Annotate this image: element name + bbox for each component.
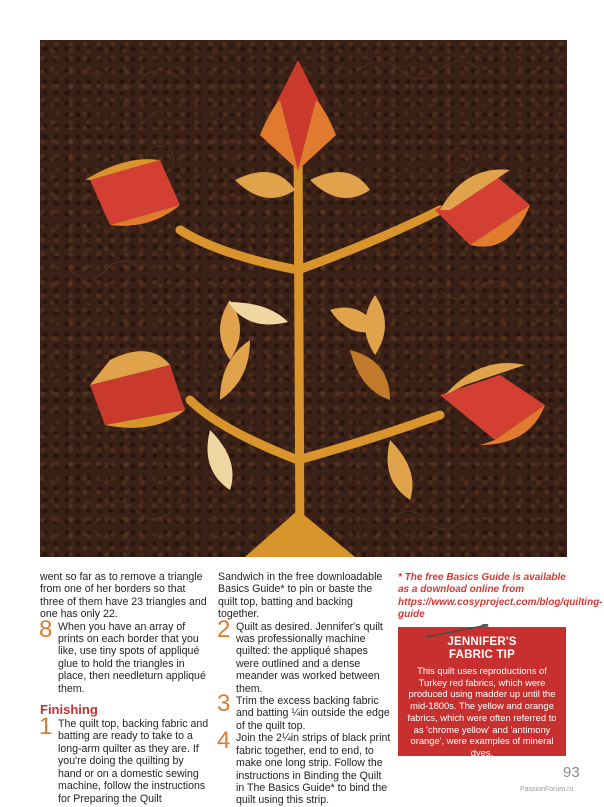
step-3	[217, 690, 392, 732]
tip-title-line1: JENNIFER'S	[447, 636, 517, 648]
step-2	[217, 615, 392, 695]
needle-icon	[422, 621, 492, 641]
section-heading: Finishing	[40, 702, 98, 718]
step-number: 4	[217, 727, 231, 755]
step-8	[39, 615, 210, 695]
applique-tulip-quilt-image	[40, 40, 567, 557]
text-column-2	[218, 571, 392, 807]
step-text: Quilt as desired. Jennifer's quilt was professionally machine quilted: the appliqué shapes were outlined and a dense meander was worked between them.	[236, 620, 383, 695]
tip-body: This quilt uses reproductions of Turkey red fabrics, which were produced using madder up until the mid-1800s. The yellow and orange fabrics, which were often referred to as 'chrome yellow' and 'antimony orange', were examples of mineral dyes.	[407, 665, 557, 758]
step-text: Trim the excess backing fabric and batting ¼in outside the edge of the quilt top.	[236, 695, 390, 732]
step-text: When you have an array of prints on each border that you like, use tiny spots of appliqué glue to hold the triangles in place, then needleturn appliqué them.	[58, 620, 206, 695]
step-4	[217, 727, 392, 807]
basics-guide-note: * The free Basics Guide is available as a download online from https://www.cosyproject.com/blog/quilting-guide	[398, 572, 603, 621]
step-number: 8	[39, 615, 53, 643]
paragraph-continued: Sandwich in the free downloadable Basics Guide* to pin or baste the quilt top, batting and backing together.	[218, 571, 383, 621]
page-number: 93	[563, 764, 580, 781]
tip-title-line2: FABRIC TIP	[449, 649, 515, 661]
step-text: Join the 2¼in strips of black print fabric together, end to end, to make one long strip. Follow the instructions in Binding the Quilt in The Basics Guide* to bind the quilt using this strip.	[236, 732, 391, 807]
text-column-1	[40, 571, 210, 805]
paragraph-continued: went so far as to remove a triangle from one of her borders so that three of them have 23 triangles and one has only 22.	[40, 571, 207, 621]
step-number: 2	[217, 615, 231, 643]
step-1	[39, 713, 210, 805]
fabric-tip-box	[398, 627, 566, 756]
step-number: 1	[39, 713, 53, 741]
step-text: The quilt top, backing fabric and batting are ready to take to a long-arm quilter as they are. If you're doing the quilting by hand or on a domestic sewing machine, follow the instructions for Preparing the Quilt	[58, 718, 209, 805]
step-number: 3	[217, 690, 231, 718]
quilt-photo	[40, 40, 567, 557]
watermark: PassionForum.ru	[520, 786, 574, 793]
